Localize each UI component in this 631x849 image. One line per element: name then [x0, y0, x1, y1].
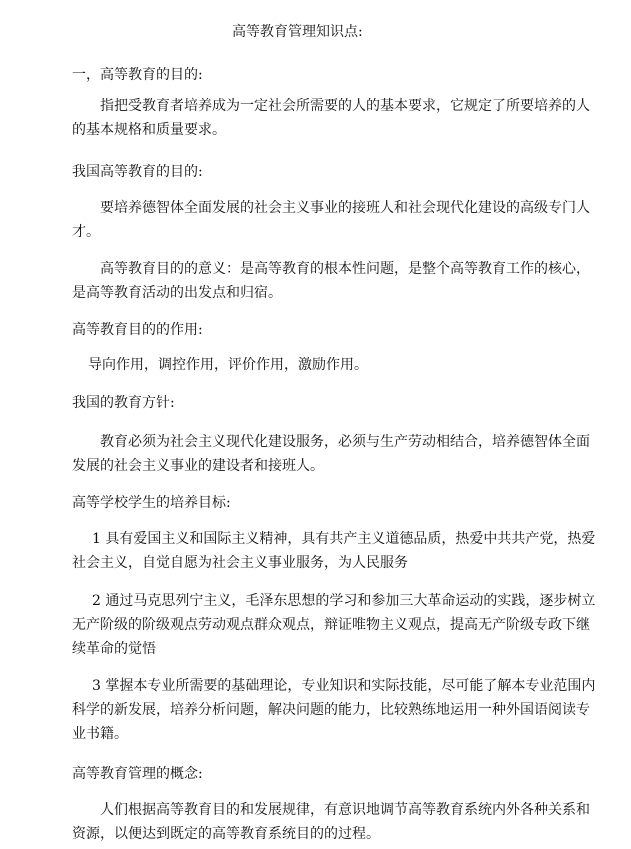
paragraph-line: 教育必须为社会主义现代化建设服务，必须与生产劳动相结合，培养德智体全面 — [100, 434, 590, 450]
section-heading-purpose: 一，高等教育的目的: — [72, 67, 203, 83]
section-heading-functions: 高等教育目的的作用: — [72, 322, 203, 338]
paragraph-line: 2 通过马克思列宁主义，毛泽东思想的学习和参加三大革命运动的实践，逐步树立 — [92, 593, 596, 609]
paragraph-line: 发展的社会主义事业的建设者和接班人。 — [72, 458, 324, 474]
paragraph-line: 资源，以便达到既定的高等教育系统目的的过程。 — [72, 826, 380, 842]
section-heading-training-goals: 高等学校学生的培养目标: — [72, 495, 231, 511]
paragraph-line: 的基本规格和质量要求。 — [72, 122, 226, 138]
section-heading-national-purpose: 我国高等教育的目的: — [72, 164, 203, 180]
paragraph-line: 续革命的觉悟 — [72, 641, 156, 657]
paragraph-line: 导向作用，调控作用，评价作用，激励作用。 — [88, 357, 368, 373]
paragraph-line: 无产阶级的阶级观点劳动观点群众观点，辩证唯物主义观点，提高无产阶级专政下继 — [72, 617, 590, 633]
paragraph-line: 业书籍。 — [72, 726, 128, 742]
section-heading-education-policy: 我国的教育方针: — [72, 395, 175, 411]
paragraph-line: 高等教育目的的意义：是高等教育的根本性问题，是整个高等教育工作的核心， — [100, 261, 590, 277]
paragraph-line: 才。 — [72, 224, 100, 240]
paragraph-line: 社会主义，自觉自愿为社会主义事业服务，为人民服务 — [72, 555, 408, 571]
paragraph-line: 科学的新发展，培养分析问题，解决问题的能力，比较熟练地运用一种外国语阅读专 — [72, 702, 590, 718]
paragraph-line: 3 掌握本专业所需要的基础理论，专业知识和实际技能，尽可能了解本专业范围内 — [92, 678, 596, 694]
paragraph-line: 要培养德智体全面发展的社会主义事业的接班人和社会现代化建设的高级专门人 — [100, 200, 590, 216]
paragraph-line: 是高等教育活动的出发点和归宿。 — [72, 285, 282, 301]
section-heading-management-concept: 高等教育管理的概念: — [72, 766, 203, 782]
paragraph-line: 1 具有爱国主义和国际主义精神，具有共产主义道德品质，热爱中共共产党，热爱 — [92, 531, 596, 547]
paragraph-line: 指把受教育者培养成为一定社会所需要的人的基本要求，它规定了所要培养的人 — [100, 98, 590, 114]
page-title: 高等教育管理知识点: — [232, 24, 363, 40]
paragraph-line: 人们根据高等教育目的和发展规律，有意识地调节高等教育系统内外各种关系和 — [100, 802, 590, 818]
